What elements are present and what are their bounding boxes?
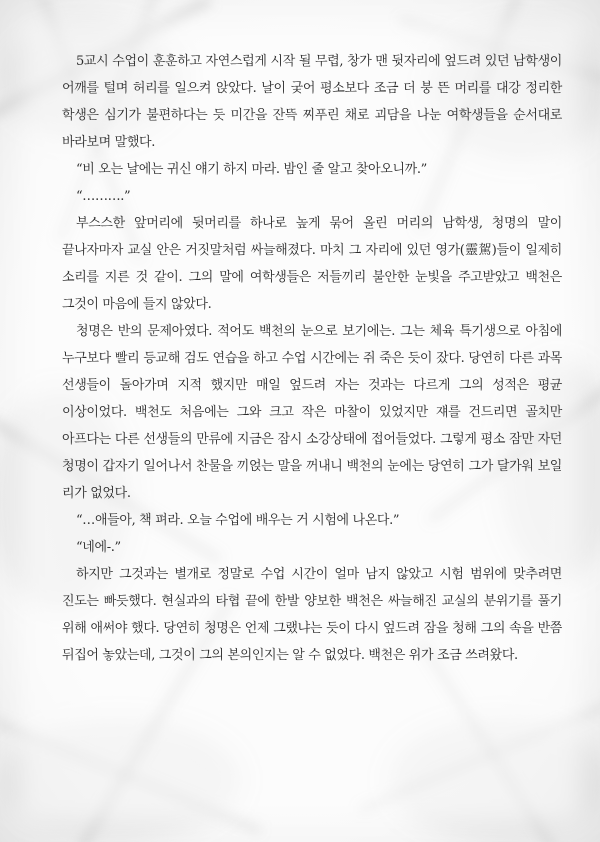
paragraph-7: “네에-.” [76,540,121,555]
paragraph-5: 청명은 반의 문제아였다. 적어도 백천의 눈으로 보기에는. 그는 체육 특기생으로 아침에 누구보다 빨리 등교해 검도 연습을 하고 수업 시간에는 쥐 죽은 듯이 잤다. 당연히 다른 과목 선생들이 돌아가며 지적 했지만 매일 엎드려 자는 것과는 다르게 그의 성적은 평균 이상이었다. 백천도 처음에는 그와 크고 작은 마찰이 있었지만 쟤를 건드리면 골치만 아프다는 다른 선생들의 만류에 지금은 잠시 소강상태에 접어들었다. 그렇게 평소 잠만 자던 청명이 갑자기 일어나서 찬물을 끼얹는 말을 꺼내니 백천의 눈에는 당연히 그가 달가워 보일 리가 없었다. [62,324,562,501]
paragraph-6: “…애들아, 책 펴라. 오늘 수업에 배우는 거 시험에 나온다.” [76,513,400,528]
paragraph-1: 5교시 수업이 훈훈하고 자연스럽게 시작 될 무렵, 창가 맨 뒷자리에 엎드려 있던 남학생이 어깨를 털며 허리를 일으켜 앉았다. 날이 궂어 평소보다 조금 더 붕 뜬 머리를 대강 정리한 학생은 심기가 불편하다는 듯 미간을 잔뜩 찌푸린 채로 괴담을 나눈 여학생들을 순서대로 바라보며 말했다. [62,54,562,150]
paragraph-2: “비 오는 날에는 귀신 얘기 하지 마라. 밤인 줄 알고 찾아오니까.” [76,162,427,177]
paragraph-4: 부스스한 앞머리에 뒷머리를 하나로 높게 묶어 올린 머리의 남학생, 청명의 말이 끝나자마자 교실 안은 거짓말처럼 싸늘해졌다. 마치 그 자리에 있던 영가(靈駕)들이 일제히 소리를 지른 것 같이. 그의 말에 여학생들은 저들끼리 불안한 눈빛을 주고받았고 백천은 그것이 마음에 들지 않았다. [62,216,562,312]
paragraph-8: 하지만 그것과는 별개로 정말로 수업 시간이 얼마 남지 않았고 시험 범위에 맞추려면 진도는 빠듯했다. 현실과의 타협 끝에 한발 양보한 백천은 싸늘해진 교실의 분위기를 풀기 위해 애써야 했다. 당연히 청명은 언제 그랬냐는 듯이 다시 엎드려 잠을 청해 그의 속을 반쯤 뒤집어 놓았는데, 그것이 그의 본의인지는 알 수 없었다. 백천은 위가 조금 쓰려왔다. [62,567,562,663]
body-text [62,48,562,669]
paragraph-3: “……….” [76,189,131,204]
